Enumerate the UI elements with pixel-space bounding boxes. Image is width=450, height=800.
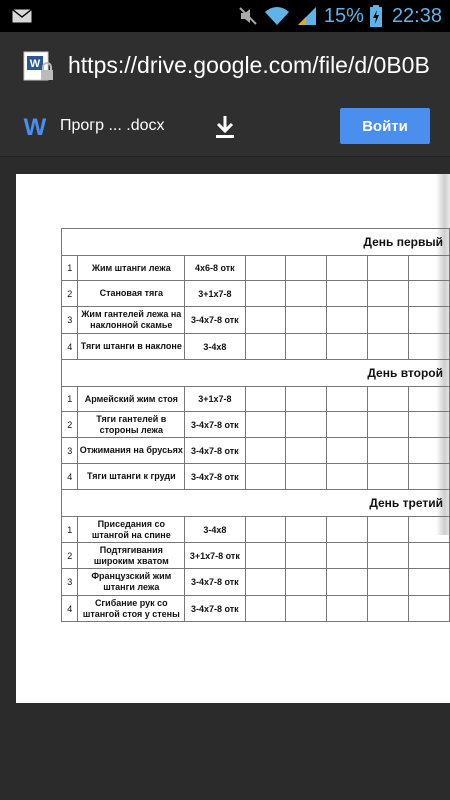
empty-cell xyxy=(245,569,286,596)
empty-cell xyxy=(409,464,450,490)
empty-cell xyxy=(245,334,286,360)
exercise-reps: 4x6-8 отк xyxy=(185,256,245,281)
empty-cell xyxy=(245,281,286,307)
empty-cell xyxy=(409,438,450,464)
day-title: День второй xyxy=(62,360,450,387)
table-row xyxy=(62,281,450,307)
document-viewer[interactable] xyxy=(0,157,450,800)
exercise-name: Жим гантелей лежа на наклонной скамье xyxy=(78,307,185,334)
empty-cell xyxy=(327,412,368,438)
empty-cell xyxy=(409,412,450,438)
empty-cell xyxy=(245,517,286,543)
empty-cell xyxy=(409,387,450,412)
download-icon[interactable] xyxy=(214,114,236,140)
table-row xyxy=(62,464,450,490)
table-row xyxy=(62,412,450,438)
exercise-name: Армейский жим стоя xyxy=(78,387,185,412)
status-bar xyxy=(0,0,450,32)
file-name: Прогр ... .docx xyxy=(60,117,165,134)
mute-icon xyxy=(238,6,258,26)
day-header-row xyxy=(62,229,450,256)
empty-cell xyxy=(368,412,409,438)
url-bar xyxy=(0,32,450,100)
exercise-reps: 3-4x7-8 отк xyxy=(185,596,245,622)
empty-cell xyxy=(327,464,368,490)
signal-icon xyxy=(296,6,318,26)
exercise-number: 1 xyxy=(62,256,78,281)
empty-cell xyxy=(409,334,450,360)
exercise-name: Французский жим штанги лежа xyxy=(78,569,185,596)
empty-cell xyxy=(286,256,327,281)
empty-cell xyxy=(286,334,327,360)
empty-cell xyxy=(286,543,327,569)
exercise-name: Приседания со штангой на спине xyxy=(78,517,185,543)
exercise-reps: 3+1x7-8 xyxy=(185,281,245,307)
table-row xyxy=(62,569,450,596)
table-row xyxy=(62,256,450,281)
word-doc-lock-icon xyxy=(22,50,56,84)
viewer-toolbar xyxy=(0,100,450,157)
exercise-number: 3 xyxy=(62,438,78,464)
empty-cell xyxy=(368,596,409,622)
exercise-number: 2 xyxy=(62,543,78,569)
exercise-reps: 3+1x7-8 xyxy=(185,387,245,412)
empty-cell xyxy=(245,412,286,438)
clock: 22:38 xyxy=(391,4,442,27)
exercise-reps: 3-4x7-8 отк xyxy=(185,412,245,438)
empty-cell xyxy=(368,464,409,490)
exercise-reps: 3-4x7-8 отк xyxy=(185,569,245,596)
svg-text:W: W xyxy=(23,114,47,139)
url-text[interactable]: https://drive.google.com/file/d/0B0B xyxy=(68,52,430,78)
exercise-number: 4 xyxy=(62,596,78,622)
exercise-number: 4 xyxy=(62,334,78,360)
exercise-name: Отжимания на брусьях xyxy=(78,438,185,464)
empty-cell xyxy=(327,307,368,334)
empty-cell xyxy=(245,543,286,569)
wifi-icon xyxy=(264,6,290,26)
empty-cell xyxy=(286,307,327,334)
empty-cell xyxy=(409,543,450,569)
table-row xyxy=(62,307,450,334)
exercise-number: 1 xyxy=(62,387,78,412)
exercise-number: 3 xyxy=(62,569,78,596)
empty-cell xyxy=(368,517,409,543)
empty-cell xyxy=(286,412,327,438)
exercise-number: 4 xyxy=(62,464,78,490)
empty-cell xyxy=(368,569,409,596)
empty-cell xyxy=(245,464,286,490)
empty-cell xyxy=(368,281,409,307)
empty-cell xyxy=(286,596,327,622)
exercise-name: Тяги штанги к груди xyxy=(78,464,185,490)
exercise-number: 1 xyxy=(62,517,78,543)
empty-cell xyxy=(245,438,286,464)
empty-cell xyxy=(368,334,409,360)
day-header-row xyxy=(62,360,450,387)
table-row xyxy=(62,438,450,464)
empty-cell xyxy=(409,307,450,334)
empty-cell xyxy=(245,387,286,412)
table-row xyxy=(62,387,450,412)
empty-cell xyxy=(368,256,409,281)
exercise-name: Сгибание рук со штангой стоя у стены xyxy=(78,596,185,622)
empty-cell xyxy=(286,438,327,464)
workout-table xyxy=(61,228,450,622)
table-row xyxy=(62,334,450,360)
empty-cell xyxy=(286,387,327,412)
exercise-name: Становая тяга xyxy=(78,281,185,307)
empty-cell xyxy=(327,334,368,360)
empty-cell xyxy=(409,596,450,622)
empty-cell xyxy=(245,307,286,334)
empty-cell xyxy=(368,307,409,334)
exercise-name: Жим штанги лежа xyxy=(78,256,185,281)
empty-cell xyxy=(409,256,450,281)
day-title: День третий xyxy=(62,490,450,517)
mail-notification-icon xyxy=(12,9,32,23)
exercise-name: Тяги гантелей в стороны лежа xyxy=(78,412,185,438)
exercise-number: 2 xyxy=(62,281,78,307)
empty-cell xyxy=(409,281,450,307)
exercise-reps: 3-4x8 xyxy=(185,334,245,360)
table-row xyxy=(62,596,450,622)
empty-cell xyxy=(368,387,409,412)
exercise-number: 3 xyxy=(62,307,78,334)
exercise-number: 2 xyxy=(62,412,78,438)
empty-cell xyxy=(327,256,368,281)
battery-charging-icon xyxy=(370,5,382,27)
word-file-icon xyxy=(22,113,48,139)
exercise-reps: 3-4x7-8 отк xyxy=(185,464,245,490)
empty-cell xyxy=(327,281,368,307)
svg-text:W: W xyxy=(29,58,41,70)
empty-cell xyxy=(409,569,450,596)
day-title: День первый xyxy=(62,229,450,256)
empty-cell xyxy=(327,517,368,543)
empty-cell xyxy=(286,281,327,307)
empty-cell xyxy=(286,517,327,543)
empty-cell xyxy=(327,596,368,622)
exercise-name: Тяги штанги в наклоне xyxy=(78,334,185,360)
empty-cell xyxy=(286,569,327,596)
exercise-reps: 3-4x8 xyxy=(185,517,245,543)
empty-cell xyxy=(245,596,286,622)
empty-cell xyxy=(368,543,409,569)
day-header-row xyxy=(62,490,450,517)
exercise-name: Подтягивания широким хватом xyxy=(78,543,185,569)
empty-cell xyxy=(327,387,368,412)
table-row xyxy=(62,543,450,569)
table-row xyxy=(62,517,450,543)
empty-cell xyxy=(327,569,368,596)
empty-cell xyxy=(368,438,409,464)
empty-cell xyxy=(245,256,286,281)
exercise-reps: 3-4x7-8 отк xyxy=(185,307,245,334)
empty-cell xyxy=(327,543,368,569)
sign-in-button[interactable]: Войти xyxy=(340,108,430,144)
empty-cell xyxy=(409,517,450,543)
empty-cell xyxy=(327,438,368,464)
battery-percent: 15% xyxy=(323,4,364,27)
exercise-reps: 3-4x7-8 отк xyxy=(185,438,245,464)
exercise-reps: 3+1x7-8 отк xyxy=(185,543,245,569)
empty-cell xyxy=(286,464,327,490)
